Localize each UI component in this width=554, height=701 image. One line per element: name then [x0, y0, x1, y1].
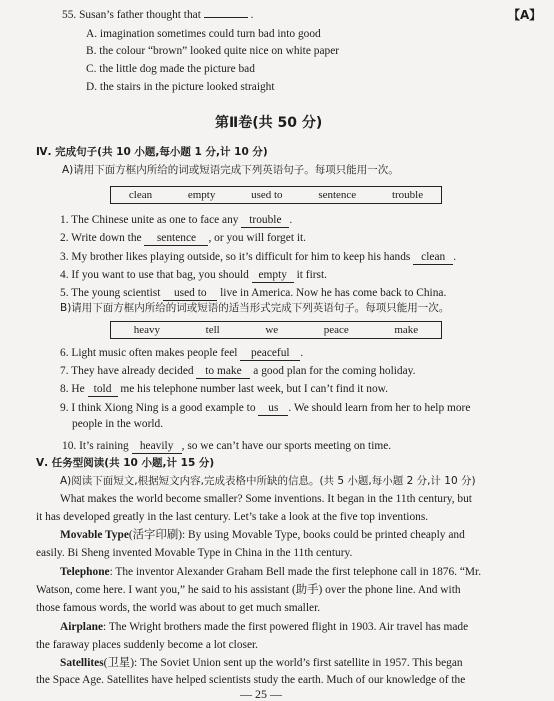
sentence-4: 4. If you want to use that bag, you should empty it first. — [60, 269, 327, 281]
passage-intro-line-2: it has developed greatly in the last century. Let’s take a look at the five top inventions. — [36, 511, 429, 523]
airplane-paragraph: Airplane: The Wright brothers made the first powered flight in 1903. Air travel has made — [60, 621, 469, 633]
satellites-line-2: the Space Age. Satellites have helped scientists study the earth. Much of our knowledge of the — [36, 674, 466, 686]
section-5-title: Ⅴ. 任务型阅读(共 10 小题,计 15 分) — [36, 457, 215, 469]
word-box-item: make — [394, 323, 419, 336]
question-55-stem: 55. Susan’s father thought that . — [62, 9, 254, 21]
filled-answer: to make — [196, 365, 250, 379]
section-4-title: Ⅳ. 完成句子(共 10 小题,每小题 1 分,计 10 分) — [36, 146, 268, 158]
filled-answer: told — [88, 383, 118, 397]
word-box-item: empty — [187, 188, 216, 201]
telephone-paragraph: Telephone: The inventor Alexander Graham Bell made the first telephone call in 1876. “Mr. — [60, 566, 482, 578]
question-55-text: 55. Susan’s father thought that — [62, 9, 201, 21]
word-box-item: peace — [323, 323, 349, 336]
word-box-b — [110, 321, 442, 339]
telephone-line-2: Watson, come here. I want you,” he said to his assistant (助手) over the phone line. And with — [36, 584, 461, 596]
word-box-item: we — [265, 323, 279, 336]
telephone-line-3: those famous words, the world was about to get much smaller. — [36, 602, 321, 614]
word-box-item: sentence — [318, 188, 357, 201]
sentence-6: 6. Light music often makes people feel peaceful . — [60, 347, 304, 359]
filled-answer: peaceful — [240, 347, 300, 361]
part-2-title: 第Ⅱ卷(共 50 分) — [215, 115, 323, 131]
movable-type-line-2: easily. Bi Sheng invented Movable Type in China in the 11th century. — [36, 547, 353, 559]
word-box-item: clean — [128, 188, 153, 201]
term-telephone: Telephone — [60, 566, 110, 578]
word-box-item: used to — [251, 188, 283, 201]
passage-intro-line-1: What makes the world become smaller? Some inventions. It began in the 11th century, but — [60, 493, 472, 505]
option-c: C. the little dog made the picture bad — [86, 63, 255, 75]
section-4b-instructions: B)请用下面方框内所给的词或短语的适当形式完成下列英语句子。每项只能用一次。 — [60, 302, 450, 314]
term-movable-type: Movable Type — [60, 529, 129, 541]
option-d: D. the stairs in the picture looked straight — [86, 81, 275, 93]
sentence-3: 3. My brother likes playing outside, so it’s difficult for him to keep his hands clean . — [60, 251, 457, 263]
movable-type-paragraph: Movable Type(活字印刷): By using Movable Type, books could be printed cheaply and — [60, 529, 465, 541]
filled-answer: us — [258, 402, 288, 416]
word-box-item: heavy — [133, 323, 161, 336]
word-box-item: trouble — [391, 188, 424, 201]
option-b: B. the colour “brown” looked quite nice on white paper — [86, 45, 340, 57]
section-4a-instructions: A)请用下面方框内所给的词或短语完成下列英语句子。每项只能用一次。 — [62, 164, 399, 176]
sentence-10: 10. It’s raining heavily , so we can’t have our sports meeting on time. — [62, 440, 392, 452]
filled-answer: sentence — [144, 232, 208, 246]
option-a: A. imagination sometimes could turn bad into good — [86, 28, 321, 40]
answer-blank — [204, 17, 248, 18]
section-5a-instructions: A)阅读下面短文,根据短文内容,完成表格中所缺的信息。(共 5 小题,每小题 2 分,计 10 分) — [60, 475, 476, 487]
page-number: — 25 — — [240, 687, 282, 701]
filled-answer: clean — [413, 251, 453, 265]
sentence-1: 1. The Chinese unite as one to face any trouble . — [60, 214, 293, 226]
sentence-5: 5. The young scientist used to live in America. Now he has come back to China. — [60, 287, 447, 299]
word-box-item: tell — [205, 323, 220, 336]
satellites-paragraph: Satellites(卫星): The Soviet Union sent up the world’s first satellite in 1957. This began — [60, 657, 463, 669]
sentence-7: 7. They have already decided to make a good plan for the coming holiday. — [60, 365, 416, 377]
sentence-9: 9. I think Xiong Ning is a good example to us . We should learn from her to help more — [60, 402, 471, 414]
airplane-line-2: the faraway places suddenly become a lot closer. — [36, 639, 259, 651]
filled-answer: trouble — [241, 214, 289, 228]
answer-tag: 【A】 — [508, 8, 542, 22]
filled-answer: used to — [163, 287, 217, 301]
sentence-8: 8. He told me his telephone number last week, but I can’t find it now. — [60, 383, 389, 395]
term-airplane: Airplane — [60, 621, 104, 633]
term-satellites: Satellites — [60, 657, 104, 669]
filled-answer: empty — [252, 269, 294, 283]
filled-answer: heavily — [132, 440, 182, 454]
sentence-9-continued: people in the world. — [72, 418, 164, 430]
word-box-a — [110, 186, 442, 204]
sentence-2: 2. Write down the sentence , or you will forget it. — [60, 232, 307, 244]
